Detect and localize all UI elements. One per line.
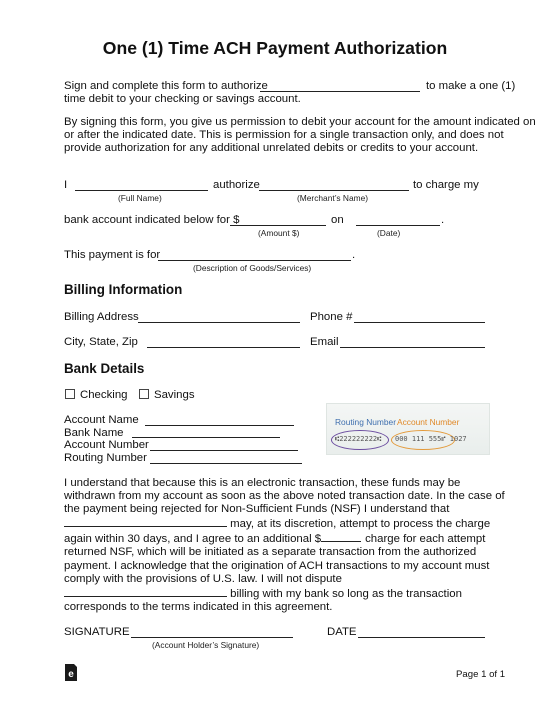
authorize-i-label: I [64, 179, 68, 191]
agreement-paragraph [64, 477, 505, 614]
intro-text: to make a one (1) [426, 80, 516, 92]
paragraph-line: I understand that because this is an electronic transaction, these funds may be [64, 477, 461, 489]
billing-heading: Billing Information [64, 282, 183, 297]
paragraph-line [64, 516, 505, 531]
routing-number-caption: Routing Number [335, 417, 396, 427]
period: . [441, 214, 445, 226]
paragraph-text: again within 30 days, and I agree to an additional $ [64, 533, 322, 546]
email-label: Email [310, 336, 339, 348]
intro-text: Sign and complete this form to authorize [64, 80, 268, 92]
date-field[interactable] [356, 225, 440, 226]
signature-label: SIGNATURE [64, 626, 130, 638]
payment-for-label: This payment is for [64, 249, 161, 261]
account-name-field[interactable] [145, 425, 294, 426]
paragraph-text: billing with my bank so long as the transaction [230, 587, 462, 600]
phone-field[interactable] [354, 322, 485, 323]
paragraph-line: returned NSF, which will be initiated as a separate transaction from the authorized [64, 546, 477, 559]
nsf-fee-field[interactable] [321, 531, 361, 542]
authorize-label: authorize [213, 179, 260, 191]
date-label: DATE [327, 626, 357, 638]
bank-name-field[interactable] [132, 437, 280, 438]
check-sample-image [326, 403, 490, 455]
paragraph-line: corresponds to the terms indicated in this agreement. [64, 600, 333, 613]
paragraph-line [64, 531, 505, 546]
account-digits: 000 111 555⑈ 1027 [395, 435, 467, 443]
billing-address-field[interactable] [138, 322, 300, 323]
routing-number-label: Routing Number [64, 452, 147, 464]
paragraph-line: provide authorization for any additional unrelated debits or credits to your account. [64, 142, 479, 155]
paragraph-line: By signing this form, you give us permission to debit your account for the amount indicated on [64, 116, 536, 128]
paragraph-line [64, 586, 505, 601]
paragraph-line: comply with the provisions of U.S. law. I will not dispute [64, 572, 342, 585]
signature-field[interactable] [131, 637, 293, 638]
bank-name-label: Bank Name [64, 427, 124, 439]
signature-caption: (Account Holder’s Signature) [152, 640, 260, 650]
page-title: One (1) Time ACH Payment Authorization [102, 38, 448, 58]
on-label: on [331, 214, 344, 226]
account-name-label: Account Name [64, 414, 139, 426]
permission-paragraph [64, 116, 536, 155]
checking-option[interactable] [65, 389, 128, 402]
merchant-blank-field[interactable] [64, 586, 227, 597]
full-name-caption: (Full Name) [118, 193, 162, 203]
billing-address-label: Billing Address [64, 311, 139, 323]
account-number-caption: Account Number [397, 417, 460, 427]
email-field[interactable] [340, 347, 485, 348]
savings-label: Savings [154, 389, 195, 401]
description-caption: (Description of Goods/Services) [193, 263, 312, 273]
merchant-name-field[interactable] [259, 190, 409, 191]
intro-text: time debit to your checking or savings account. [64, 93, 301, 105]
paragraph-line: withdrawn from my account as soon as the above noted transaction date. In the case of [64, 490, 505, 503]
svg-text:e: e [68, 669, 74, 680]
paragraph-text: charge for each attempt [365, 533, 486, 546]
routing-digits: ⑆222222222⑆ [335, 435, 382, 443]
authorize-merchant-field[interactable] [260, 91, 420, 92]
page-number: Page 1 of 1 [456, 669, 506, 680]
checkbox-icon[interactable] [139, 389, 149, 399]
paragraph-line: or after the indicated date. This is permission for a single transaction only, and does not [64, 129, 504, 142]
merchant-blank-field[interactable] [64, 516, 227, 527]
signature-date-field[interactable] [358, 637, 485, 638]
date-caption: (Date) [377, 228, 401, 238]
checkbox-icon[interactable] [65, 389, 75, 399]
phone-label: Phone # [310, 311, 353, 323]
description-field[interactable] [158, 260, 351, 261]
city-state-zip-label: City, State, Zip [64, 336, 138, 348]
eforms-logo-icon [64, 664, 78, 681]
checking-label: Checking [80, 389, 128, 401]
to-charge-label: to charge my [413, 179, 479, 191]
bank-details-heading: Bank Details [64, 361, 145, 376]
period: . [352, 249, 356, 261]
amount-field[interactable] [230, 225, 326, 226]
account-number-label: Account Number [64, 439, 149, 451]
merchant-name-caption: (Merchant’s Name) [297, 193, 369, 203]
routing-number-field[interactable] [150, 463, 302, 464]
paragraph-text: may, at its discretion, attempt to process the charge [230, 518, 491, 531]
savings-option[interactable] [139, 389, 195, 402]
paragraph-line: the payment being rejected for Non-Sufficient Funds (NSF) I understand that [64, 503, 450, 516]
full-name-field[interactable] [75, 190, 208, 191]
account-number-field[interactable] [150, 450, 298, 451]
bank-account-label: bank account indicated below for $ [64, 214, 240, 226]
amount-caption: (Amount $) [258, 228, 300, 238]
paragraph-line: payment. I acknowledge that the origination of ACH transactions to my account must [64, 559, 490, 572]
city-state-zip-field[interactable] [147, 347, 300, 348]
